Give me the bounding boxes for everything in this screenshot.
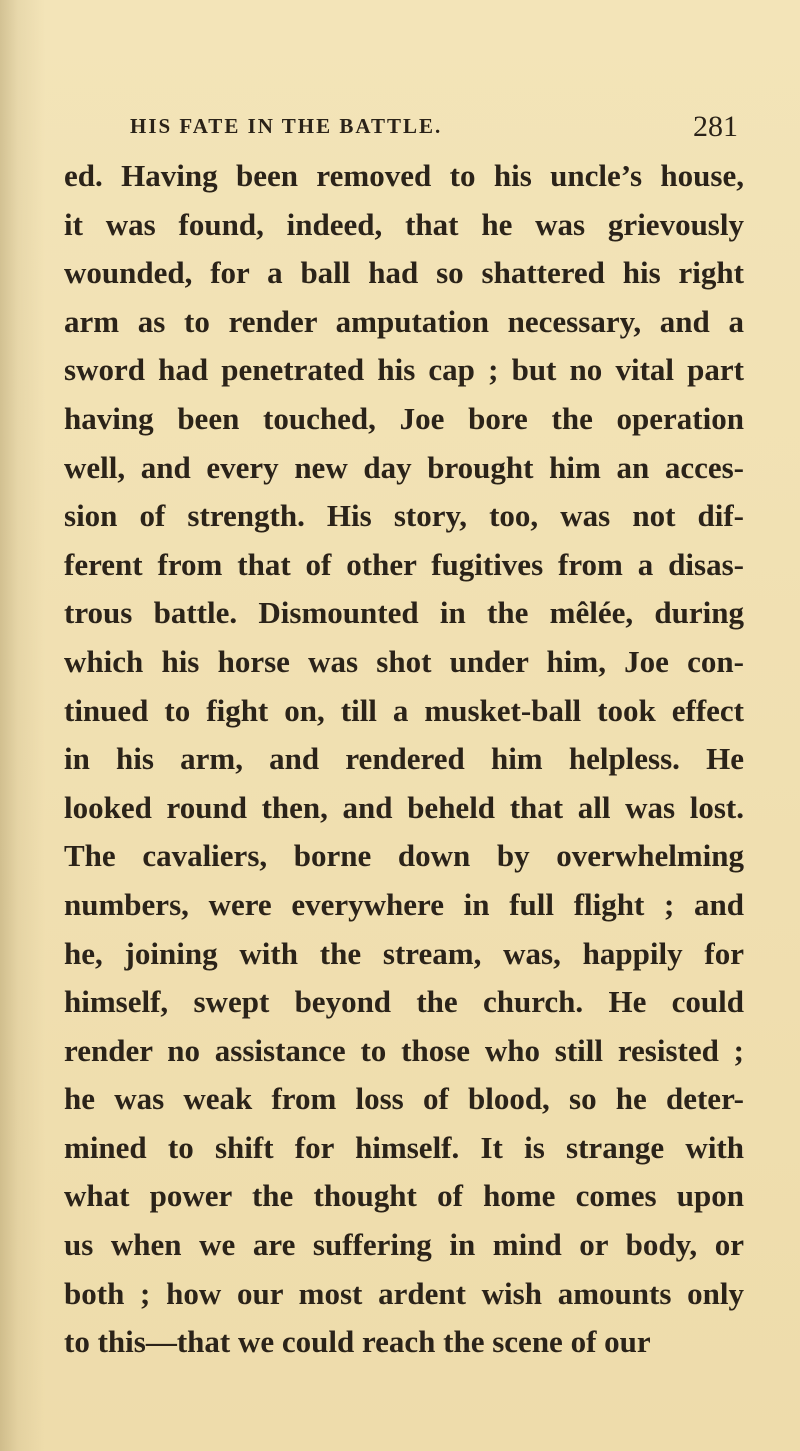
text-line: mined to shift for himself. It is strange with (64, 1129, 744, 1165)
text-line: having been touched, Joe bore the operation (64, 400, 744, 436)
text-line: ferent from that of other fugitives from a disas- (64, 546, 744, 582)
text-line: both ; how our most ardent wish amounts only (64, 1275, 744, 1311)
body-text (64, 152, 744, 1367)
text-line: sion of strength. His story, too, was not dif- (64, 498, 744, 534)
text-line: trous battle. Dismounted in the mêlée, during (64, 595, 744, 631)
text-line: render no assistance to those who still resisted ; (64, 1032, 744, 1068)
text-line: The cavaliers, borne down by overwhelming (64, 838, 744, 874)
text-line: to this—that we could reach the scene of our (64, 1324, 651, 1360)
text-line: what power the thought of home comes upon (64, 1178, 744, 1214)
text-line: looked round then, and beheld that all was lost. (64, 789, 744, 825)
text-line: it was found, indeed, that he was grievously (64, 206, 744, 242)
text-line: us when we are suffering in mind or body, or (64, 1227, 744, 1263)
text-line: himself, swept beyond the church. He could (64, 984, 744, 1020)
text-line: which his horse was shot under him, Joe con- (64, 643, 744, 679)
text-line: sword had penetrated his cap ; but no vital part (64, 352, 744, 388)
page-number: 281 (693, 110, 738, 143)
text-line: tinued to fight on, till a musket-ball took effect (64, 692, 744, 728)
text-line: well, and every new day brought him an acces- (64, 449, 744, 485)
text-line: wounded, for a ball had so shattered his right (64, 255, 744, 291)
text-line: arm as to render amputation necessary, and a (64, 303, 744, 339)
text-line: he was weak from loss of blood, so he deter- (64, 1081, 744, 1117)
text-line: ed. Having been removed to his uncle’s house, (64, 158, 744, 193)
running-head: HIS FATE IN THE BATTLE. (130, 114, 443, 138)
page-header (118, 110, 738, 146)
text-line: he, joining with the stream, was, happily for (64, 935, 744, 971)
text-line: in his arm, and rendered him helpless. He (64, 741, 744, 777)
text-line: numbers, were everywhere in full flight ; and (64, 886, 744, 922)
